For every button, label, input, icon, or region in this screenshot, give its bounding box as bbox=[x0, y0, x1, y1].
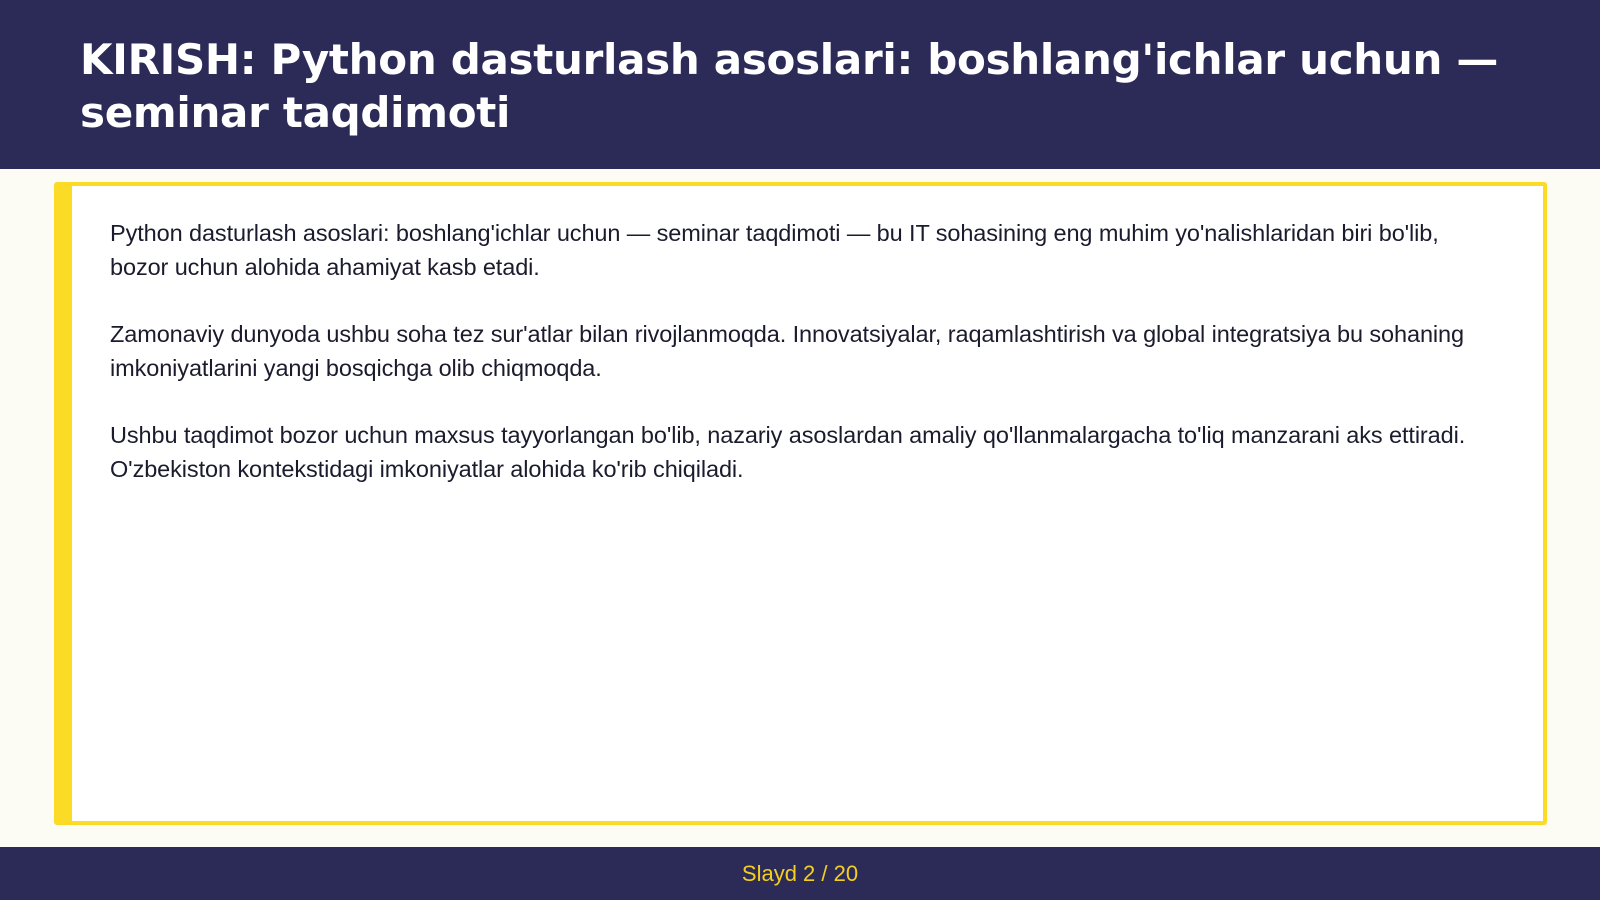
content-card bbox=[54, 182, 1547, 825]
trends-paragraph: Zamonaviy dunyoda ushbu soha tez sur'atlar bilan rivojlanmoqda. Innovatsiyalar, raqamlashtirish va global integratsiya bu sohaning imkoniyatlarini yangi bosqichga olib chiqmoqda. bbox=[110, 321, 1464, 381]
slide-counter: Slayd 2 / 20 bbox=[741, 860, 859, 886]
slide-footer bbox=[0, 847, 1600, 900]
scope-paragraph: Ushbu taqdimot bozor uchun maxsus tayyorlangan bo'lib, nazariy asoslardan amaliy qo'llanmalargacha to'liq manzarani aks ettiradi. O'zbekiston kontekstidagi imkoniyatlar alohida ko'rib chiqiladi. bbox=[110, 422, 1466, 482]
intro-paragraph: Python dasturlash asoslari: boshlang'ichlar uchun — seminar taqdimoti — bu IT sohasining eng muhim yo'nalishlaridan biri bo'lib, bozor uchun alohida ahamiyat kasb etadi. bbox=[110, 220, 1439, 280]
slide-header bbox=[0, 0, 1600, 169]
slide-title: KIRISH: Python dasturlash asoslari: boshlang'ichlar uchun — seminar taqdimoti bbox=[80, 35, 1499, 137]
